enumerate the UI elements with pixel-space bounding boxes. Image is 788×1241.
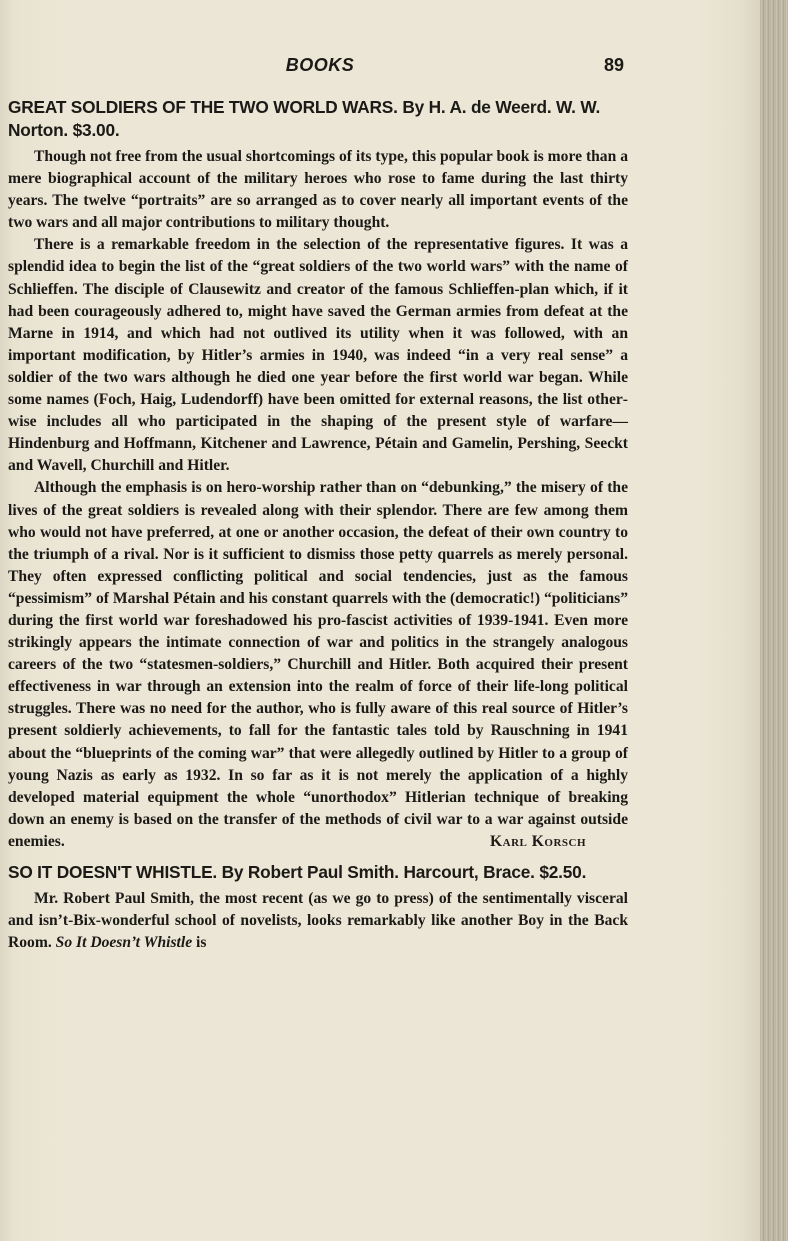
review2-text-end: is xyxy=(192,934,207,952)
reviewer-signature: Karl Korsch xyxy=(490,832,586,850)
review-column xyxy=(8,96,628,954)
review2-text-start: Mr. Robert Paul Smith, the most recent (as we go to press) of the sentimentally visceral and isn’t-Bix-wonderful school of novelists, looks remarkably like another Boy in the Back Room. xyxy=(8,890,628,952)
page-header xyxy=(0,55,760,81)
page-edge xyxy=(760,0,788,1241)
review-paragraph-2: There is a remarkable freedom in the selection of the representative figures. It was a splendid idea to begin the list of the “great soldiers of the two world wars” with the name of Schlieffen. The disciple of Clausewitz and creator of the famous Schlieffen-plan which, if it had been courageously adhered to, might have saved the German armies from defeat at the Marne in 1914, and which had not outlived its utility when it was followed, with an important modification, by Hitler’s armies in 1940, was indeed “in a very real sense” a soldier of the two wars although he died one year before the first world war began. While some names (Foch, Haig, Ludendorff) have been omitted for external reasons, the list otherwise includes all who participated in the shaping of the present style of warfare—Hindenburg and Hoffmann, Kitchener and Lawrence, Pétain and Gamelin, Pershing, Seeckt and Wavell, Churchill and Hitler. xyxy=(8,236,628,475)
review-paragraph-3: Although the emphasis is on hero-worship rather than on “debunking,” the misery of the lives of the great soldiers is revealed along with their splendor. There are few among them who would not have preferred, at one or another occasion, the defeat of their own country to the triumph of a rival. Nor is it sufficient to dismiss those petty quarrels as merely personal. They often expressed conflicting political and social tendencies, just as the famous “pessimism” of Marshal Pétain and his constant quarrels with the (democratic!) “politicians” during the first world war foreshadowed his pro-fascist activities of 1939-1941. Even more strikingly appears the intimate connection of war and politics in the strangely analogous careers of the two “statesmen-soldiers,” Churchill and Hitler. Both acquired their present effectiveness in war through an extension into the realm of force of their life-long political struggles. There was no need for the author, who is fully aware of this real source of Hitler’s present soldierly achievements, to fall for the fantastic tales told by Rauschning in 1941 about the “blueprints of the coming war” that were allegedly outlined by Hitler to a group of young Nazis as early as 1932. In so far as it is not merely the application of a highly developed material equipment the whole “unorthodox” Hitlerian technique of breaking down an enemy is based on the transfer of the methods of civil war to a war against outside enemies. xyxy=(8,479,628,850)
review-heading-so-it-doesnt-whistle: SO IT DOESN'T WHISTLE. By Robert Paul Smith. Harcourt, Brace. $2.50. xyxy=(8,862,587,882)
page-number: 89 xyxy=(604,55,625,75)
review-heading-great-soldiers: GREAT SOLDIERS OF THE TWO WORLD WARS. By H. A. de Weerd. W. W. Norton. $3.00. xyxy=(8,97,601,140)
book-title-italic: So It Doesn’t Whistle xyxy=(55,934,193,952)
review-paragraph-1: Though not free from the usual shortcomings of its type, this popular book is more than a mere biographical account of the military heroes who rose to fame during the last thirty years. The twelve “portraits” are so arranged as to cover nearly all important events of the two wars and all major contributions to military thought. xyxy=(8,148,628,232)
running-head: BOOKS xyxy=(285,55,355,75)
review2-paragraph-1 xyxy=(8,888,628,954)
